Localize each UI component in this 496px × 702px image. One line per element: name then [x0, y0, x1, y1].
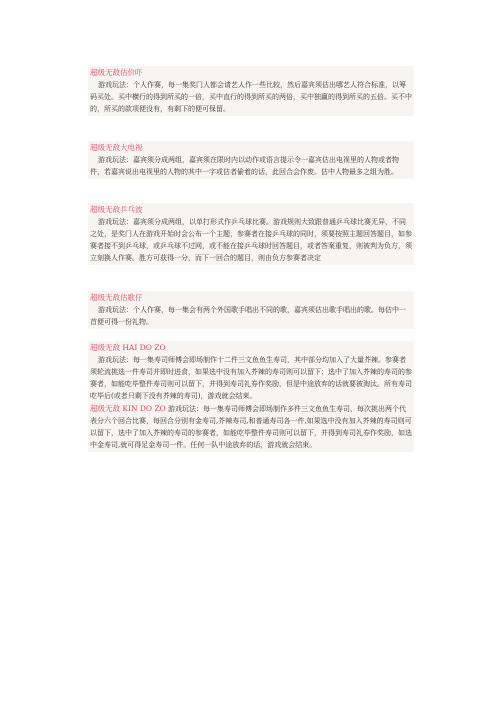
section-text: 游戏玩法：嘉宾须分成两组，嘉宾须在限时内以动作或语言提示令一嘉宾估出电视里的人物或者物件，若嘉宾说出电视里的人物的其中一字或估者偷着的话，此回合会作废。估中人物最多之组为胜。 — [90, 156, 399, 176]
section-big-tv — [88, 141, 414, 179]
section-text: 游戏玩法：每一集寿司师傅会即场制作十二件三文鱼鱼生寿司，其中部分均加入了大量芥辣。参赛者须轮流挑选一件寿司并即时进食，如果选中没有加入芥辣的寿司则可以留下；选中了加入芥辣的寿司的参赛者，如能吃毕整件寿司则可以留下，并得到寿司礼券作奖励，但是中途放弃的话就要被淘汰。所有寿司吃毕后(或者只剩下没有芥辣的寿司)，游戏就会结束。 — [90, 356, 412, 400]
section-text: 游戏玩法：个人作赛，每一集奖门人都会请艺人作一些比较，然后嘉宾须估出哪艺人符合标准，以筹码买处。买中横行的得到所买的一倍，买中直行的得到所买的两倍，买中独赢的得到所买的五倍。买不中的，所买的款项便没有，有剩下的便可保留。 — [90, 81, 412, 113]
section-text: 游戏玩法：个人作赛，每一集会有两个外国歌手唱出不同的歌，嘉宾须估出歌手唱出的歌。每估中一首便可得一份礼物。 — [90, 306, 406, 326]
section-text: 游戏玩法：嘉宾须分成两组，以单打形式作乒乓球比赛。游戏规则大致跟普通乒乓球比赛无异，不同之处，是奖门人在游戏开始时会公布一个主题，参赛者在接乒乓球的同时，须要按照主题回答题目，如参赛者接不到乒乓球，或乒乓球不过网，或不能在接乒乓球时回答题目，或者答案重复，则被判为负方，须立刻换人作赛。胜方可获得一分，而下一回合的题目，则由负方参赛者决定 — [90, 218, 412, 262]
section-hai-do-zo — [88, 341, 414, 403]
section-ping-pong — [88, 203, 414, 265]
section-guess-song — [88, 291, 414, 329]
section-title: 超级无敌估价吓 — [90, 68, 143, 77]
section-kin-do-zo — [88, 402, 414, 452]
section-title: 超级无敌 HAI DO ZO — [90, 343, 166, 352]
section-title: 超级无敌 KIN DO ZO — [90, 404, 166, 413]
section-title: 超级无敌估歌仔 — [90, 293, 143, 302]
section-estimate — [88, 66, 414, 116]
section-text: 游戏玩法：每一集寿司师傅会即场制作多件三文鱼鱼生寿司，每次挑出两个代表分六个回合比赛，每回合分别有金寿司,芥辣寿司,和普通寿司各一件,如果选中没有加入芥辣的寿司则可以留下，选中了加入芥辣的寿司的参赛者，如能吃毕整件寿司则可以留下，并得到寿司礼券作奖励，如选中金寿司,就可得足金寿司一件。任何一队中途放弃的话，游戏就会结束。 — [90, 405, 412, 449]
section-title: 超级无敌大电视 — [90, 143, 143, 152]
section-title: 超级无敌乒乓波 — [90, 205, 143, 214]
